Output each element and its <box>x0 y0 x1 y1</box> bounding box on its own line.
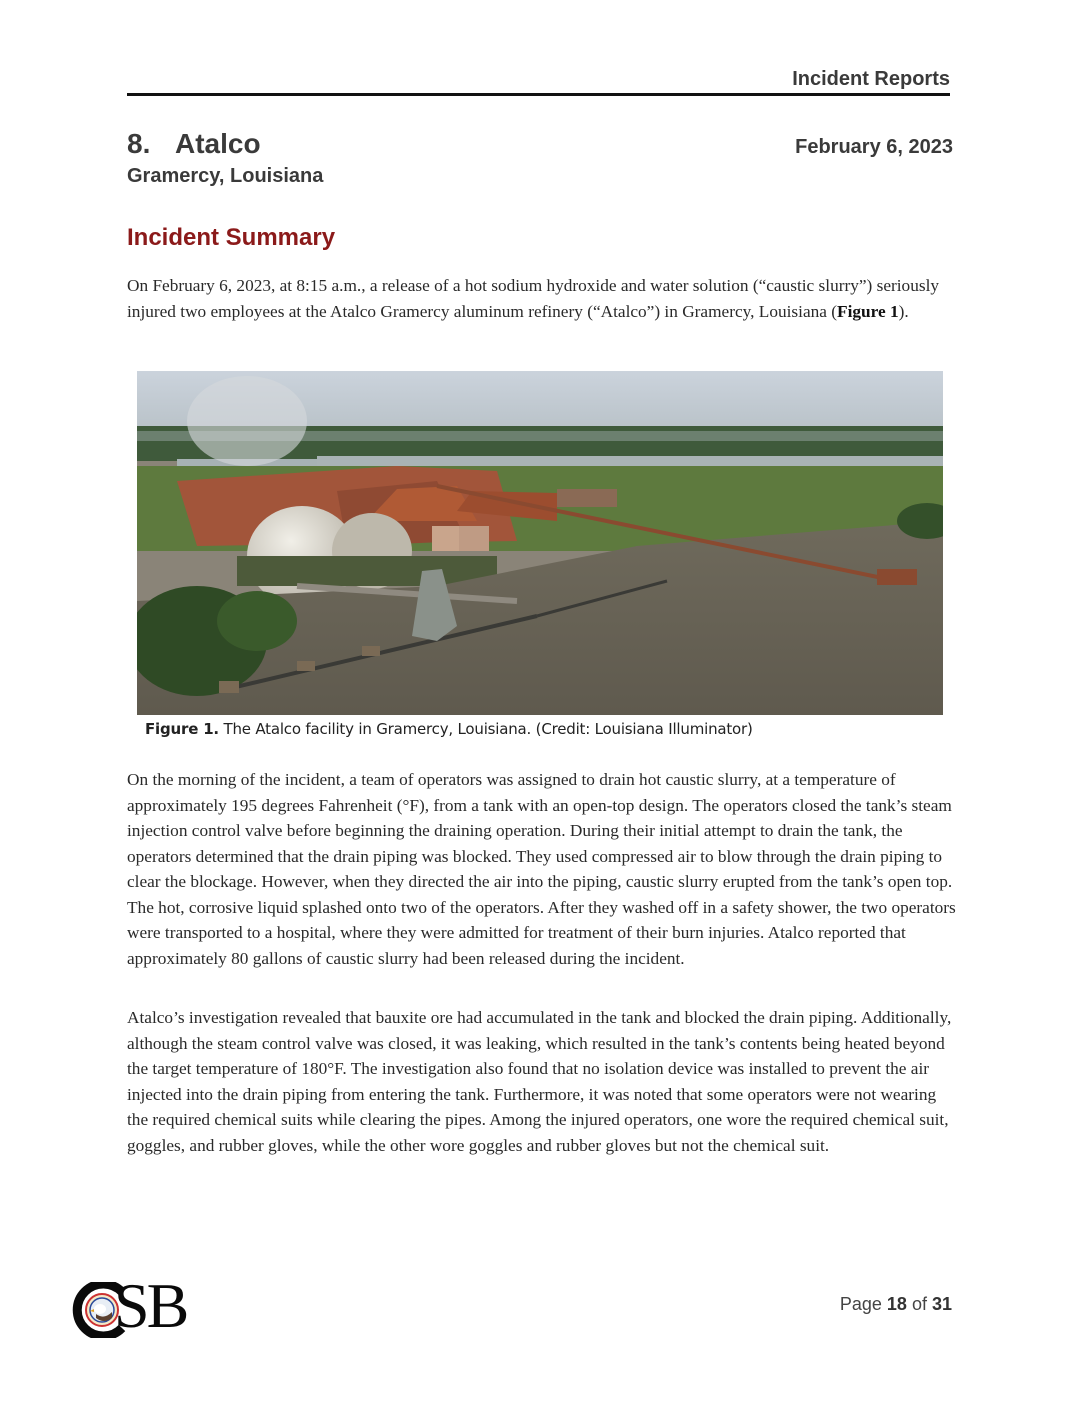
running-header: Incident Reports <box>792 68 950 90</box>
paragraph-text: On February 6, 2023, at 8:15 a.m., a release of a hot sodium hydroxide and water solution (“caustic slurry”) seriously injured two employees at the Atalco Gramercy aluminum refinery (“Atalco”) in Gramercy, Louisiana ( <box>127 276 940 321</box>
facility-aerial-photo <box>137 371 943 715</box>
csb-logo <box>72 1270 197 1341</box>
incident-title <box>127 128 261 160</box>
paragraph-intro <box>127 273 957 324</box>
page-number <box>840 1294 952 1315</box>
figure-photo <box>137 371 943 715</box>
incident-date: February 6, 2023 <box>795 136 953 158</box>
incident-name: Atalco <box>175 128 261 159</box>
paragraph-incident-description: On the morning of the incident, a team of operators was assigned to drain hot caustic slurry, at a temperature of approximately 195 degrees Fahrenheit (°F), from a tank with an open-top design. The operators closed the tank’s steam injection control valve before beginning the draining operation. During their initial attempt to drain the tank, the operators determined that the drain piping was blocked. They used compressed air to blow through the drain piping to clear the blockage. However, when they directed the air into the piping, caustic slurry erupted from the tank’s open top. The hot, corrosive liquid splashed onto two of the operators. After they washed off in a safety shower, the two operators were transported to a hospital, where they were admitted for treatment of their burn injuries. Atalco reported that approximately 80 gallons of caustic slurry had been released during the incident. <box>127 770 956 968</box>
incident-number: 8. <box>127 128 151 159</box>
page-current: 18 <box>886 1294 907 1314</box>
figure-reference: Figure 1 <box>837 301 899 321</box>
paragraph-text: ). <box>898 301 909 321</box>
incident-location: Gramercy, Louisiana <box>127 165 324 187</box>
header-rule <box>127 93 950 96</box>
csb-logo-text: SB <box>114 1270 187 1341</box>
page-total: 31 <box>931 1294 952 1314</box>
figure-caption <box>145 720 753 738</box>
figure-label: Figure 1. <box>145 720 219 738</box>
figure-caption-text: The Atalco facility in Gramercy, Louisiana. (Credit: Louisiana Illuminator) <box>218 720 753 738</box>
paragraph-investigation-findings: Atalco’s investigation revealed that bauxite ore had accumulated in the tank and blocked the drain piping. Additionally, although the steam control valve was closed, it was leaking, which resulted in the tank’s contents being heated beyond the target temperature of 180°F. The investigation also found that no isolation device was installed to prevent the air injected into the drain piping from entering the tank. Furthermore, it was noted that some operators were not wearing the required chemical suits while clearing the pipes. Among the injured operators, one wore the required chemical suit, goggles, and rubber gloves, while the other wore goggles and rubber gloves but not the chemical suit. <box>127 1008 952 1155</box>
incident-title-row <box>127 128 953 160</box>
section-heading: Incident Summary <box>127 224 336 251</box>
page-prefix: Page <box>839 1294 887 1314</box>
page-separator: of <box>906 1294 932 1314</box>
